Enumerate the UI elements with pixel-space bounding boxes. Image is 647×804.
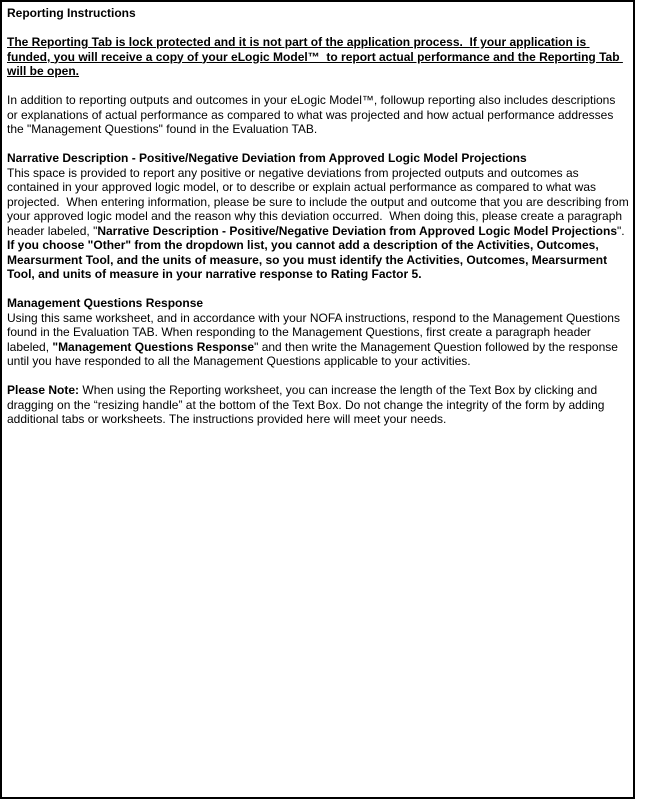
- heading: [7, 6, 629, 21]
- heading: [7, 296, 629, 311]
- paragraph: [7, 93, 629, 137]
- text-segment: This space is provided to report any positive or negative deviations from projected outputs and outcomes as contained in your approved logic model, or to describe or explain actual performance as compared to what was projected. When entering information, please be sure to include the output and outcome that you are describing from your approved logic model and the reason why this deviation occurred. When doing this, please create a paragraph header labeled, ": [7, 165, 633, 238]
- text-segment: " and then write the Management Question followed by the response until you have responded to all the Management Questions applicable to your activities.: [7, 339, 622, 368]
- document-body: [2, 2, 633, 427]
- text-segment: If you choose "Other" from the dropdown list, you cannot add a description of the Activities, Outcomes, Mearsurment Tool, and the units of measure, so you must identify the Activities, Outcomes, Mearsurment Tool, and units of measure in your narrative response to Rating Factor 5.: [7, 238, 611, 281]
- text-segment: Narrative Description - Positive/Negative Deviation from Approved Logic Model Projections: [97, 223, 617, 238]
- text-segment: Please Note:: [7, 383, 80, 397]
- text-segment: When using the Reporting worksheet, you can increase the length of the Text Box by clicking and dragging on the “resizing handle” at the bottom of the Text Box. Do not change the integrity of the form by adding additional tabs or worksheets. The instructions provided here will meet your needs.: [7, 383, 608, 426]
- paragraph: [7, 383, 629, 427]
- paragraph-spacer: [7, 137, 629, 152]
- paragraph-spacer: [7, 79, 629, 94]
- paragraph: [7, 35, 629, 79]
- text-segment: "Management Questions Response: [52, 339, 255, 354]
- heading: [7, 151, 629, 166]
- text-segment: Management Questions Response: [7, 296, 204, 310]
- paragraph: [7, 311, 629, 369]
- text-segment: Using this same worksheet, and in accordance with your NOFA instructions, respond to the Management Questions found in the Evaluation TAB. When responding to the Management Questions, first create a paragraph header labeled,: [7, 310, 624, 354]
- text-segment: Narrative Description - Positive/Negative Deviation from Approved Logic Model Projections: [7, 151, 527, 165]
- text-segment: ".: [617, 223, 632, 238]
- paragraph-spacer: [7, 282, 629, 297]
- text-segment: In addition to reporting outputs and outcomes in your eLogic Model™, followup reporting also includes descriptions or explanations of actual performance as compared to what was projected and how actual performance addresses the "Management Questions" found in the Evaluation TAB.: [7, 93, 619, 136]
- text-segment: Reporting Instructions: [7, 6, 136, 20]
- paragraph: [7, 165, 633, 282]
- paragraph-spacer: [7, 369, 629, 384]
- text-segment: The Reporting Tab is lock protected and it is not part of the application process. If your application is funded, you will receive a copy of your eLogic Model™ to report actual performance and the Reporting Tab will be open.: [7, 35, 623, 78]
- paragraph-spacer: [7, 21, 629, 36]
